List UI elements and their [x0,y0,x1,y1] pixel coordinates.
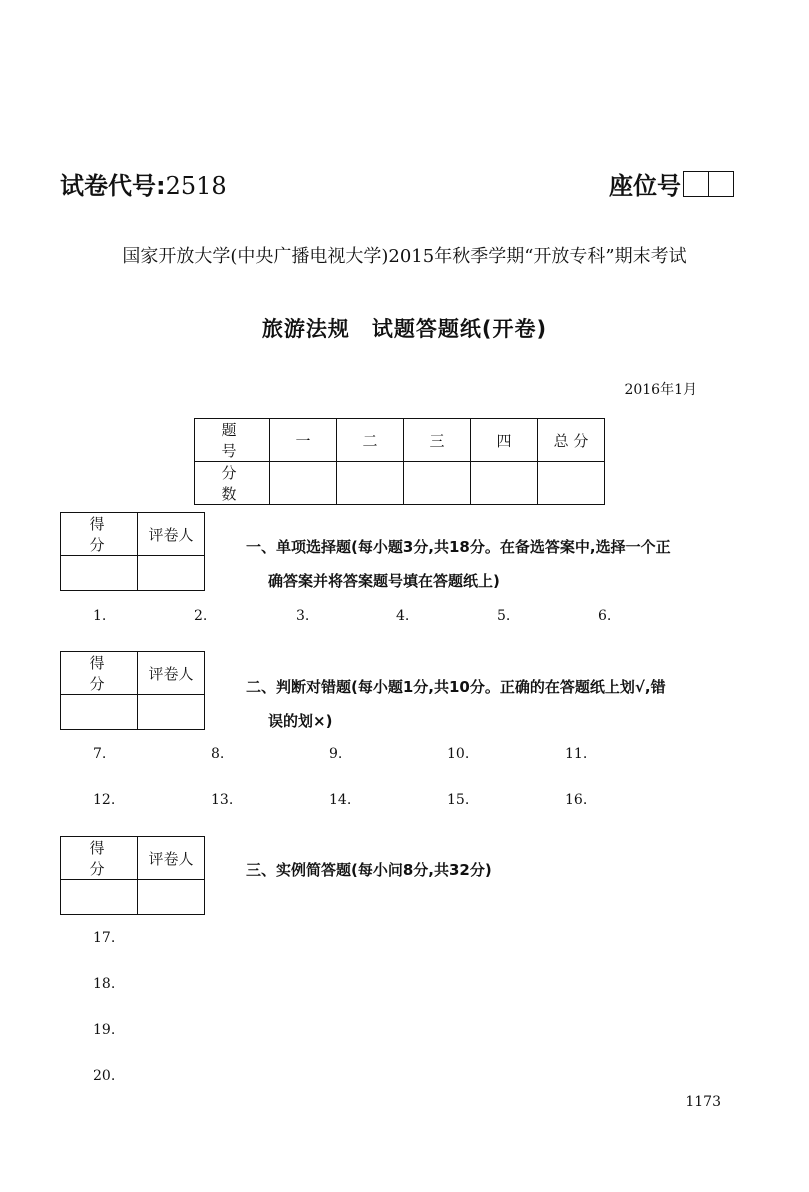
seat-box[interactable] [683,171,709,197]
question-number: 20. [93,1068,116,1084]
grader-score-cell[interactable] [61,556,138,591]
score-table-header: 四 [471,419,538,462]
score-table [194,418,605,505]
seat-box[interactable] [709,171,734,197]
question-number: 10. [447,746,470,762]
score-table-row-label: 分 数 [195,462,270,505]
grader-name-label: 评卷人 [138,513,205,556]
question-number: 18. [93,976,116,992]
score-table-header-row [195,419,605,462]
score-table-header: 题 号 [195,419,270,462]
seat-number [609,166,734,201]
section-heading-line: 确答案并将答案题号填在答题纸上) [268,572,500,590]
exam-code [60,166,227,201]
question-number: 8. [211,746,225,762]
question-number: 11. [565,746,588,762]
exam-code-value: 2518 [165,172,227,200]
section-heading [246,853,736,887]
section-heading-line: 二、判断对错题(每小题1分,共10分。正确的在答题纸上划√,错 [246,678,666,696]
grader-box [60,651,205,730]
section-heading-line: 一、单项选择题(每小题3分,共18分。在备选答案中,选择一个正 [246,538,671,556]
grader-score-label: 得 分 [61,652,138,695]
grader-name-cell[interactable] [138,556,205,591]
score-cell[interactable] [538,462,605,505]
question-number: 16. [565,792,588,808]
grader-name-label: 评卷人 [138,652,205,695]
question-number: 15. [447,792,470,808]
grader-box [60,512,205,591]
question-number: 17. [93,930,116,946]
question-number: 3. [296,608,310,624]
grader-name-cell[interactable] [138,880,205,915]
score-table-score-row [195,462,605,505]
grader-score-label: 得 分 [61,837,138,880]
score-table-header: 总 分 [538,419,605,462]
grader-name-label: 评卷人 [138,837,205,880]
grader-score-cell[interactable] [61,880,138,915]
section-heading-line: 误的划×) [268,712,333,730]
score-cell[interactable] [404,462,471,505]
question-number: 7. [93,746,107,762]
question-number: 2. [194,608,208,624]
grader-score-cell[interactable] [61,695,138,730]
page-title: 旅游法规 试题答题纸(开卷) [261,317,548,341]
question-number: 14. [329,792,352,808]
section-heading [246,670,736,738]
grader-box [60,836,205,915]
question-number: 4. [396,608,410,624]
section-heading [246,530,736,598]
university-line: 国家开放大学(中央广播电视大学)2015年秋季学期“开放专科”期末考试 [122,246,687,267]
exam-code-label: 试卷代号: [60,172,166,200]
score-cell[interactable] [337,462,404,505]
question-number: 5. [497,608,511,624]
section-heading-line: 三、实例简答题(每小问8分,共32分) [246,861,492,879]
seat-label: 座位号 [609,172,681,200]
grader-score-label: 得 分 [61,513,138,556]
question-number: 6. [598,608,612,624]
score-table-header: 二 [337,419,404,462]
score-cell[interactable] [471,462,538,505]
question-number: 12. [93,792,116,808]
score-table-header: 一 [270,419,337,462]
question-number: 1. [93,608,107,624]
score-cell[interactable] [270,462,337,505]
page-number: 1173 [685,1094,721,1110]
question-number: 19. [93,1022,116,1038]
question-number: 13. [211,792,234,808]
score-table-header: 三 [404,419,471,462]
question-number: 9. [329,746,343,762]
seat-boxes [683,171,734,197]
exam-date: 2016年1月 [624,382,697,398]
grader-name-cell[interactable] [138,695,205,730]
